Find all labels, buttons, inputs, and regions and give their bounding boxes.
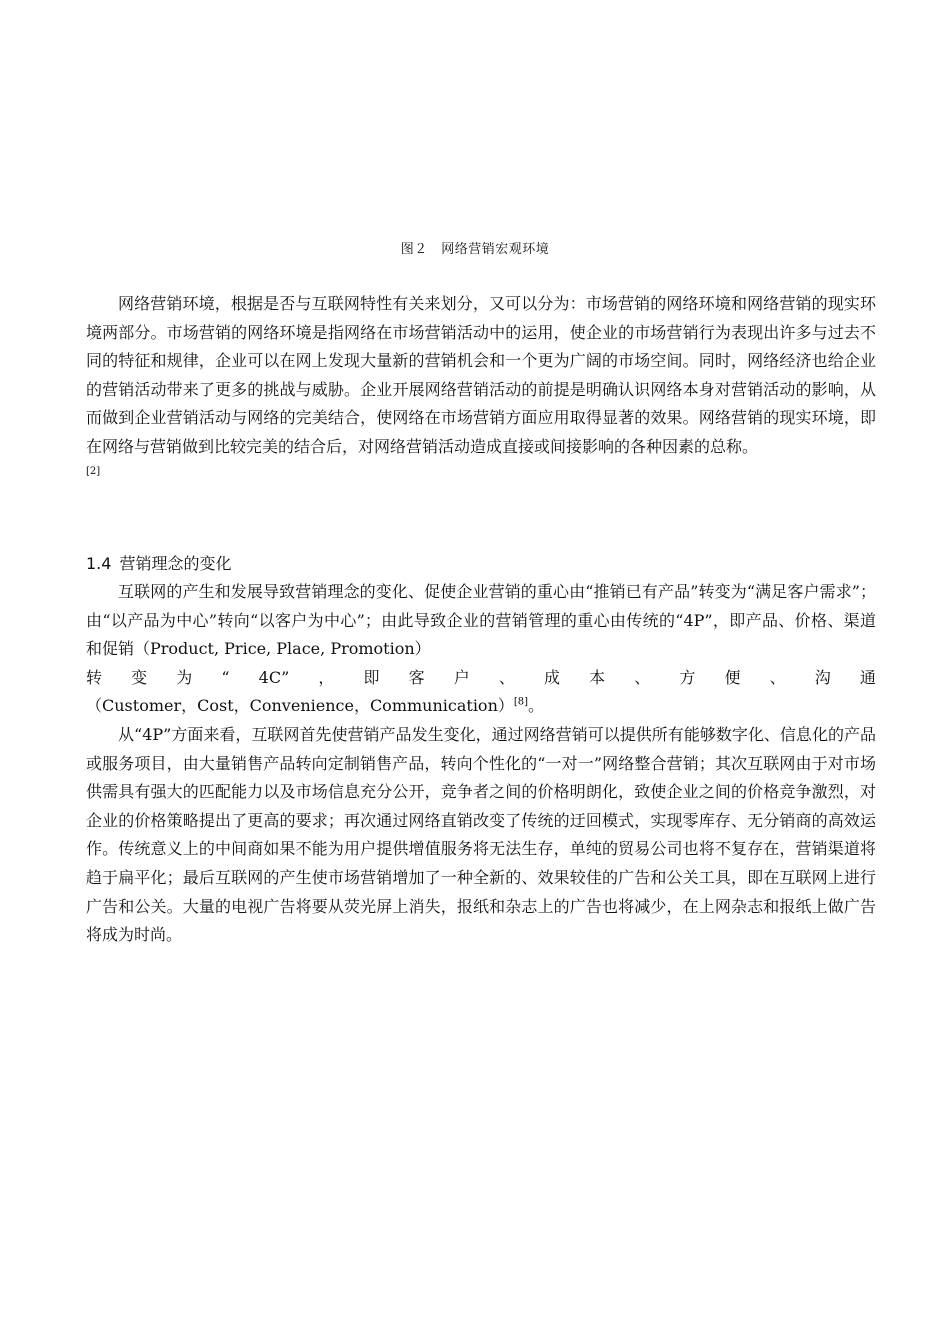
spread-token: ， xyxy=(318,667,335,687)
spread-token: 成 xyxy=(544,667,561,687)
paragraph-tail-text: （Customer，Cost，Convenience，Communication） xyxy=(86,696,514,716)
citation-ref: [2] xyxy=(86,465,101,477)
paragraph-tail xyxy=(86,692,876,721)
spread-token: 、 xyxy=(634,667,651,687)
paragraph-end: 。 xyxy=(528,696,545,716)
paragraph-text: 从“4P”方面来看，互联网首先使营销产品发生变化，通过网络营销可以提供所有能够数字化、信息化的产品或服务项目，由大量销售产品转向定制销售产品，转向个性化的“一对一”网络整合营销；其次互联网由于对市场供需具有强大的匹配能力以及市场信息充分公开，竞争者之间的价格明朗化，致使企业之间的价格竞争激烈，对企业的价格策略提出了更高的要求；再次通过网络直销改变了传统的迂回模式，实现零库存、无分销商的高效运作。传统意义上的中间商如果不能为用户提供增值服务将无法生存，单纯的贸易公司也将不复存在，营销渠道将趋于扁平化；最后互联网的产生使市场营销增加了一种全新的、效果较佳的广告和公关工具，即在互联网上进行广告和公关。大量的电视广告将要从荧光屏上消失，报纸和杂志上的广告也将减少，在上网杂志和报纸上做广告将成为时尚。 xyxy=(86,724,876,945)
spread-token: “ xyxy=(221,667,230,687)
spread-token: 、 xyxy=(498,667,515,687)
paragraph-network-environment xyxy=(86,290,876,482)
spread-token: 通 xyxy=(859,667,876,687)
paragraph-text: 网络营销环境，根据是否与互联网特性有关来划分，又可以分为：市场营销的网络环境和网络营销的现实环境两部分。市场营销的网络环境是指网络在市场营销活动中的运用，使企业的市场营销行为表现出许多与过去不同的特征和规律，企业可以在网上发现大量新的营销机会和一个更为广阔的市场空间。同时，网络经济也给企业的营销活动带来了更多的挑战与威胁。企业开展网络营销活动的前提是明确认识网络本身对营销活动的影响，从而做到企业营销活动与网络的完美结合，使网络在市场营销方面应用取得显著的效果。网络营销的现实环境，即在网络与营销做到比较完美的结合后，对网络营销活动造成直接或间接影响的各种因素的总称。 xyxy=(86,294,876,456)
citation-ref: [8] xyxy=(513,697,529,709)
paragraph-marketing-concept xyxy=(86,578,876,664)
section-env-text xyxy=(86,290,876,482)
spread-token: 户 xyxy=(453,667,470,687)
section-concept-text xyxy=(86,578,876,950)
figure-caption: 图２ 网络营销宏观环境 xyxy=(400,242,550,257)
spread-token: 为 xyxy=(176,667,193,687)
spread-token: 即 xyxy=(363,667,380,687)
paragraph-text: 互联网的产生和发展导致营销理念的变化、促使企业营销的重心由“推销已有产品”转变为“满足客户需求”；由“以产品为中心”转向“以客户为中心”；由此导致企业的营销管理的重心由传统的“4P”，即产品、价格、渠道和促销（Product, Price, Place, Promotion） xyxy=(86,582,876,659)
spread-token: 方 xyxy=(679,667,696,687)
paragraph-4p-analysis xyxy=(86,721,876,950)
spread-token: 便 xyxy=(724,667,741,687)
section-title: 营销理念的变化 xyxy=(119,554,232,573)
spread-token: 本 xyxy=(589,667,606,687)
spread-token: 变 xyxy=(131,667,148,687)
spread-token: 客 xyxy=(408,667,425,687)
section-heading xyxy=(86,552,231,576)
spread-token: 、 xyxy=(769,667,786,687)
section-number: 1.4 xyxy=(86,554,112,573)
spread-token: 沟 xyxy=(814,667,831,687)
spread-token: 4C” xyxy=(258,667,290,687)
spread-token: 转 xyxy=(86,667,103,687)
justified-line xyxy=(86,664,876,693)
